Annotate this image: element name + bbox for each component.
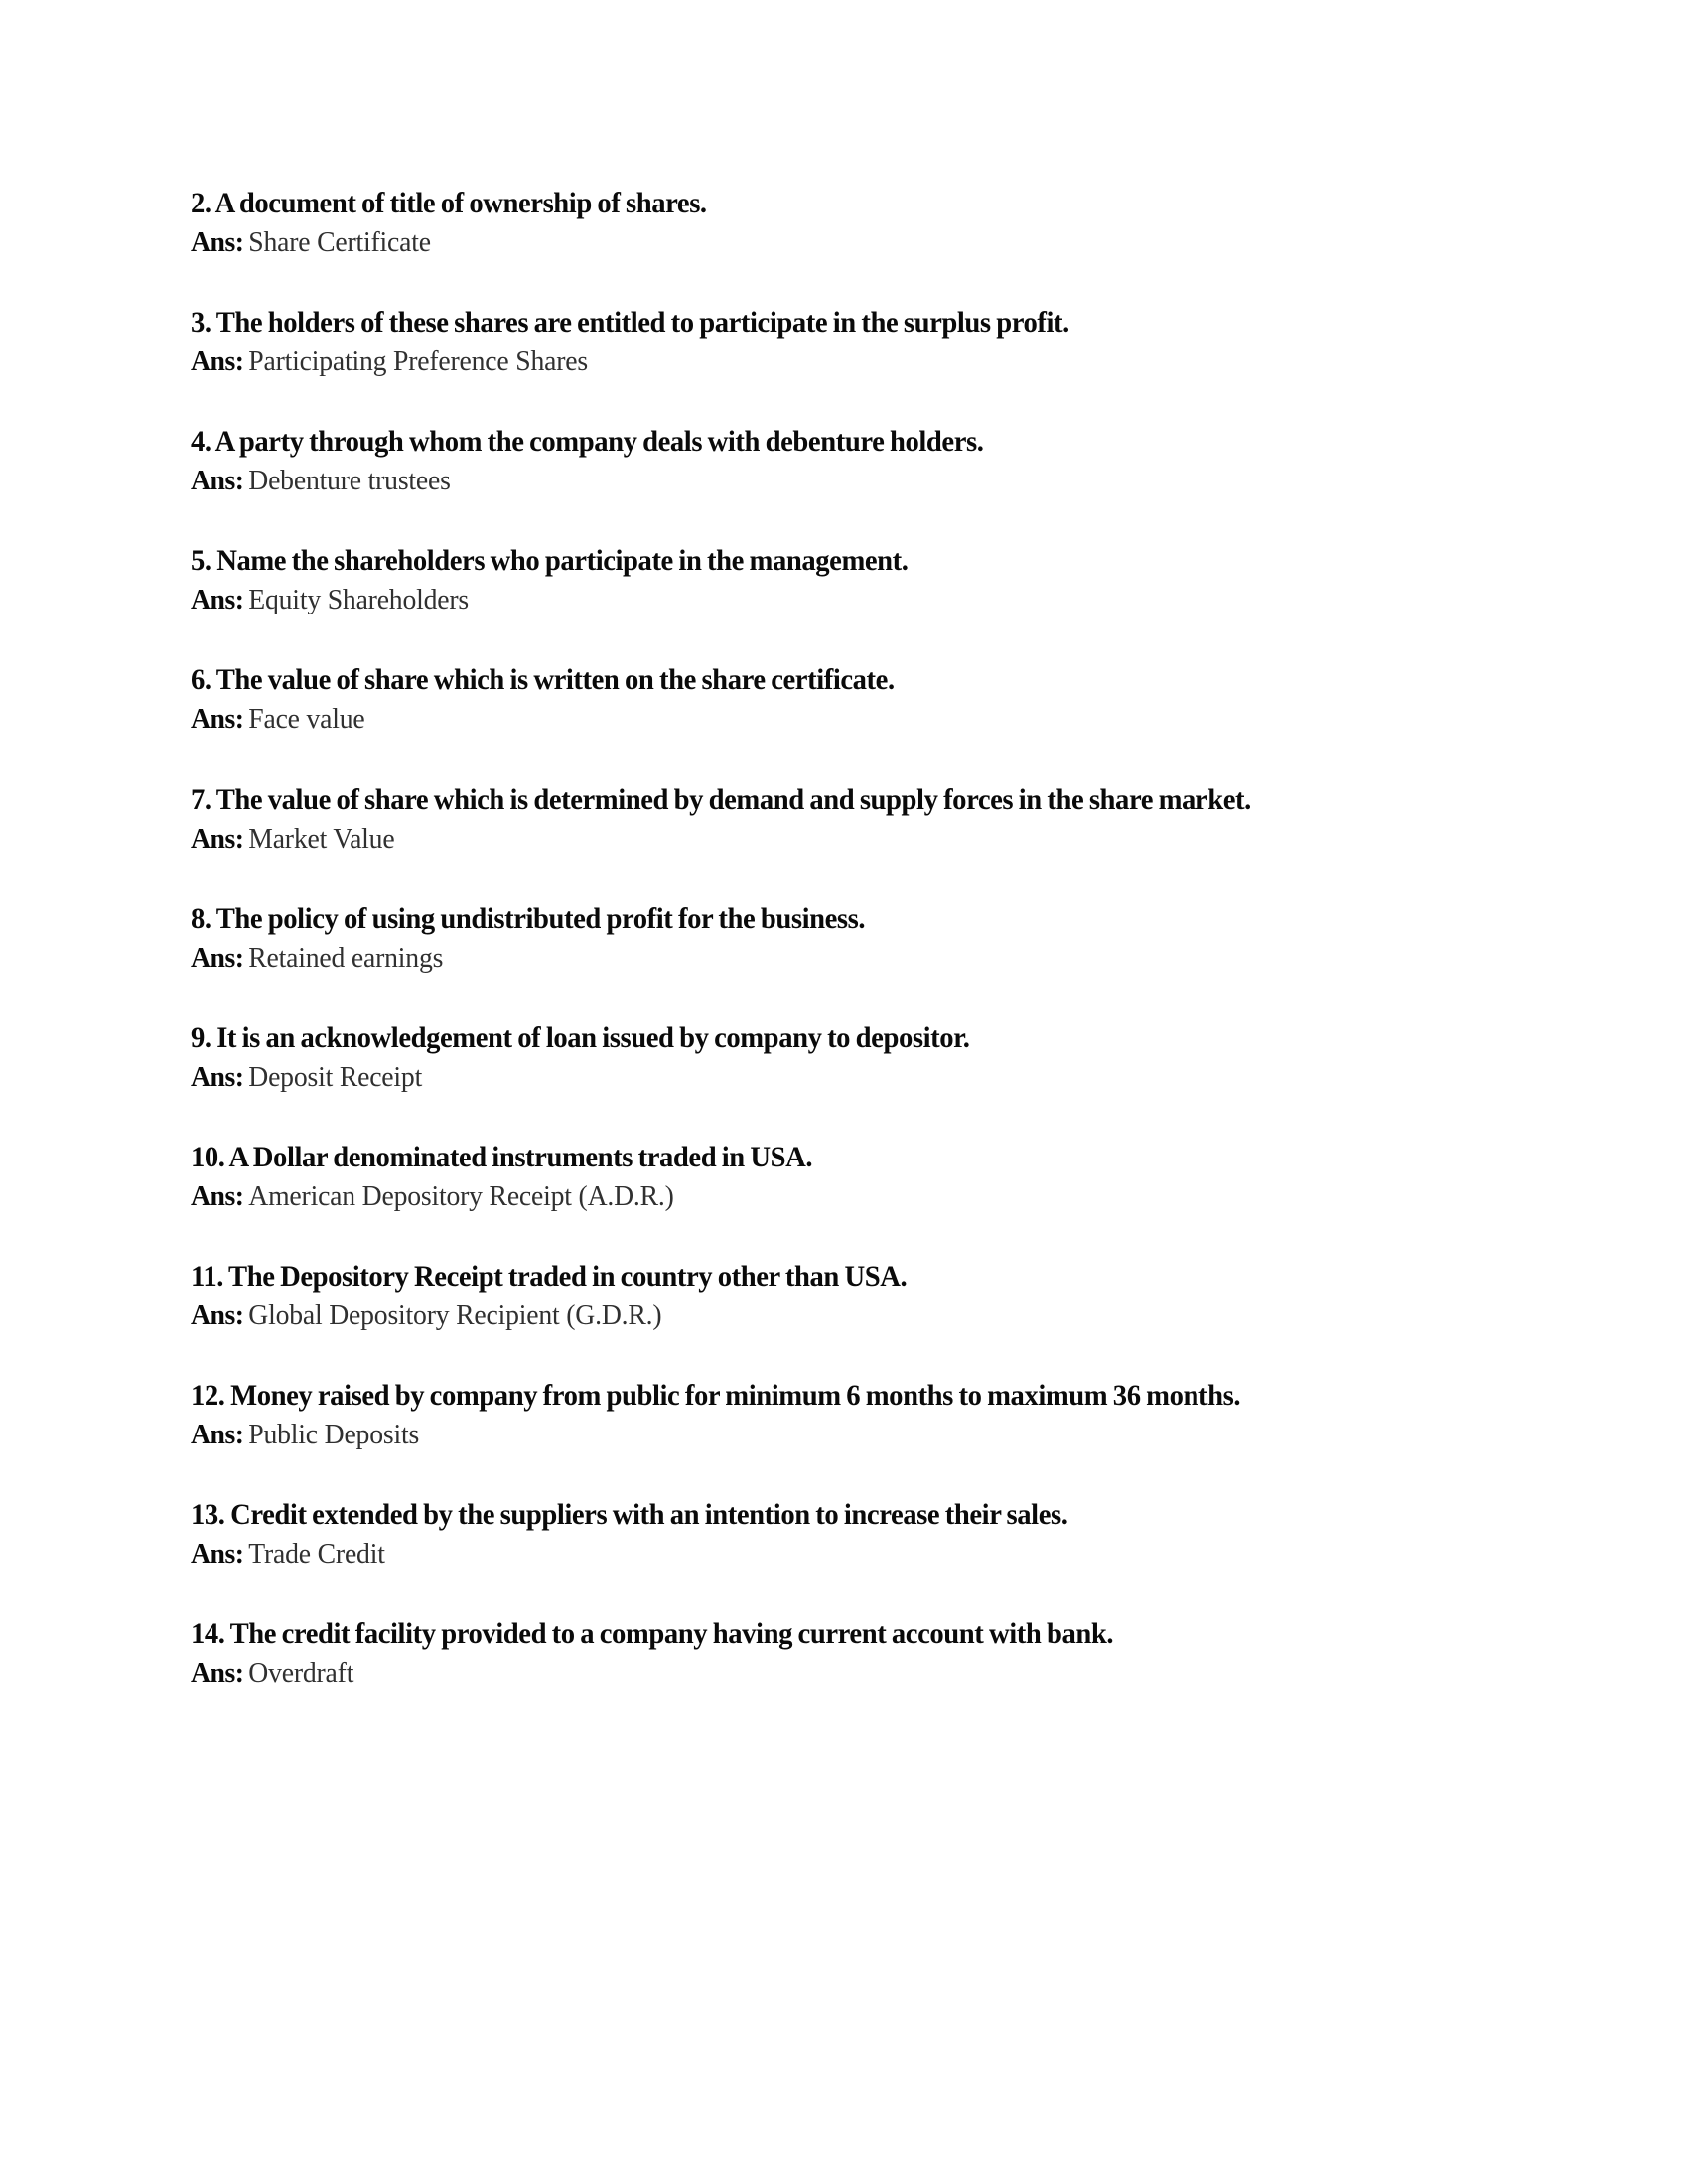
answer-line bbox=[191, 1536, 1404, 1572]
answer-label: Ans: bbox=[191, 1060, 244, 1093]
answer-label: Ans: bbox=[191, 822, 244, 855]
answer-text: Equity Shareholders bbox=[248, 584, 470, 616]
answer-text: Public Deposits bbox=[248, 1419, 420, 1451]
answer-line bbox=[191, 463, 1404, 499]
answer-text: Share Certificate bbox=[248, 226, 431, 258]
answer-label: Ans: bbox=[191, 1538, 244, 1570]
answer-label: Ans: bbox=[191, 1657, 244, 1690]
answer-text: American Depository Receipt (A.D.R.) bbox=[248, 1179, 674, 1212]
answer-text: Trade Credit bbox=[248, 1538, 385, 1570]
qa-item bbox=[191, 1614, 1462, 1692]
answer-text: Retained earnings bbox=[248, 941, 444, 974]
question-text: 10. A Dollar denominated instruments traded in USA. bbox=[191, 1140, 813, 1173]
qa-item bbox=[191, 1019, 1462, 1096]
question-text: 4. A party through whom the company deals with debenture holders. bbox=[191, 425, 984, 459]
answer-text: Participating Preference Shares bbox=[248, 345, 588, 378]
answer-line bbox=[191, 1297, 1404, 1334]
question-text: 8. The policy of using undistributed profit for the business. bbox=[191, 901, 866, 935]
question-text: 2. A document of title of ownership of shares. bbox=[191, 187, 707, 219]
answer-line bbox=[191, 940, 1404, 977]
question-text: 5. Name the shareholders who participate in the management. bbox=[191, 544, 909, 578]
answer-label: Ans: bbox=[191, 703, 244, 736]
qa-item bbox=[191, 303, 1462, 380]
answer-line bbox=[191, 821, 1404, 858]
qa-item bbox=[191, 184, 1462, 261]
qa-item bbox=[191, 541, 1462, 618]
answer-line bbox=[191, 1655, 1404, 1692]
question-text: 3. The holders of these shares are entitled to participate in the surplus profit. bbox=[191, 306, 1069, 340]
qa-item bbox=[191, 660, 1462, 738]
qa-item bbox=[191, 1376, 1462, 1453]
answer-line bbox=[191, 1417, 1404, 1453]
answer-text: Face value bbox=[248, 703, 365, 736]
question-text: 14. The credit facility provided to a company having current account with bank. bbox=[191, 1617, 1114, 1651]
question-text: 7. The value of share which is determined by demand and supply forces in the share market. bbox=[191, 782, 1251, 816]
qa-item bbox=[191, 1495, 1462, 1572]
answer-label: Ans: bbox=[191, 226, 244, 258]
answer-text: Debenture trustees bbox=[248, 465, 451, 497]
answer-text: Deposit Receipt bbox=[248, 1060, 423, 1093]
question-text: 13. Credit extended by the suppliers with an intention to increase their sales. bbox=[191, 1498, 1068, 1532]
answer-line bbox=[191, 582, 1404, 618]
qa-item bbox=[191, 1257, 1462, 1334]
answer-line bbox=[191, 224, 1404, 261]
answer-text: Overdraft bbox=[248, 1657, 354, 1690]
answer-label: Ans: bbox=[191, 584, 244, 616]
qa-item bbox=[191, 1138, 1462, 1215]
question-text: 6. The value of share which is written on the share certificate. bbox=[191, 663, 895, 697]
answer-line bbox=[191, 343, 1404, 380]
qa-list bbox=[191, 184, 1462, 1692]
answer-text: Global Depository Recipient (G.D.R.) bbox=[248, 1298, 662, 1331]
answer-line bbox=[191, 1059, 1404, 1096]
answer-label: Ans: bbox=[191, 941, 244, 974]
question-text: 9. It is an acknowledgement of loan issued by company to depositor. bbox=[191, 1021, 970, 1054]
qa-item bbox=[191, 422, 1462, 499]
answer-label: Ans: bbox=[191, 1179, 244, 1212]
answer-label: Ans: bbox=[191, 1298, 244, 1331]
answer-text: Market Value bbox=[248, 822, 395, 855]
answer-line bbox=[191, 701, 1404, 738]
question-text: 11. The Depository Receipt traded in country other than USA. bbox=[191, 1259, 908, 1293]
answer-label: Ans: bbox=[191, 1419, 244, 1451]
answer-label: Ans: bbox=[191, 345, 244, 378]
answer-line bbox=[191, 1178, 1404, 1215]
question-text: 12. Money raised by company from public for minimum 6 months to maximum 36 months. bbox=[191, 1379, 1241, 1413]
qa-item bbox=[191, 780, 1462, 858]
answer-label: Ans: bbox=[191, 465, 244, 497]
qa-item bbox=[191, 899, 1462, 977]
